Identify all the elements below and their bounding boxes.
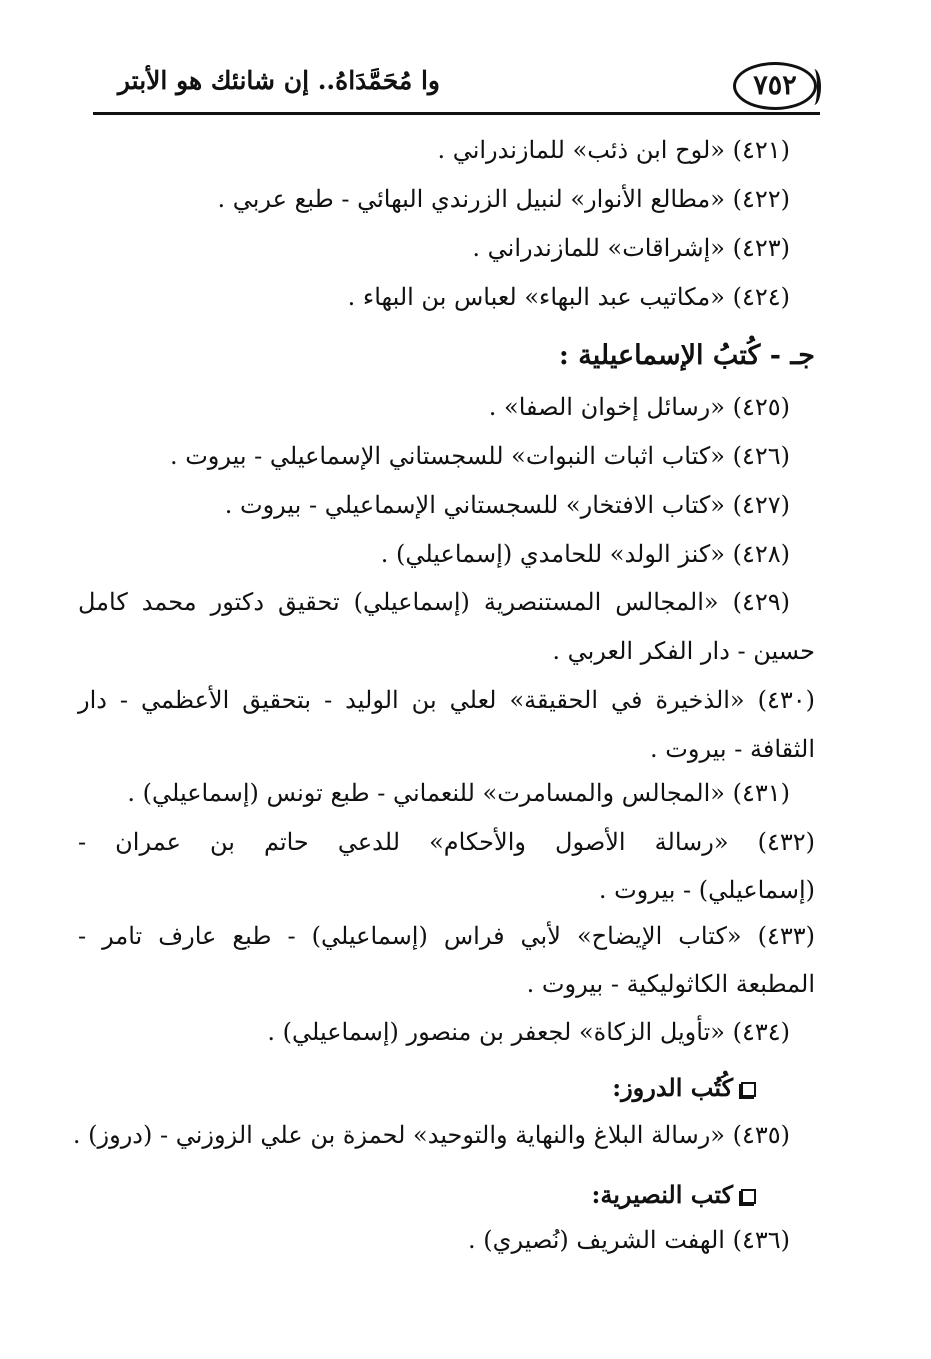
section-heading-ismaili: جـ - كُتبُ الإسماعيلية : bbox=[558, 340, 815, 371]
entry-434: (٤٣٤) «تأويل الزكاة» لجعفر بن منصور (إسماعيلي) . bbox=[267, 1018, 790, 1046]
entry-421: (٤٢١) «لوح ابن ذئب» للمازندراني . bbox=[437, 136, 790, 164]
entry-423: (٤٢٣) «إشراقات» للمازندراني . bbox=[472, 234, 790, 262]
entry-429-line-1: (٤٢٩) «المجالس المستنصرية (إسماعيلي) تحقيق دكتور محمد كامل bbox=[78, 588, 790, 616]
entry-422: (٤٢٢) «مطالع الأنوار» لنبيل الزرندي البهائي - طبع عربي . bbox=[217, 185, 790, 213]
druze-heading-text: كُتُب الدروز: bbox=[612, 1073, 733, 1102]
entry-431: (٤٣١) «المجالس والمسامرت» للنعماني - طبع تونس (إسماعيلي) . bbox=[127, 779, 790, 807]
entry-424: (٤٢٤) «مكاتيب عبد البهاء» لعباس بن البهاء . bbox=[347, 283, 790, 311]
entry-433-line-2: المطبعة الكاثوليكية - بيروت . bbox=[526, 970, 815, 998]
header-rule bbox=[93, 112, 820, 115]
section-heading-nusayri bbox=[591, 1180, 756, 1209]
entry-425: (٤٢٥) «رسائل إخوان الصفا» . bbox=[488, 393, 790, 421]
entry-430-line-1: (٤٣٠) «الذخيرة في الحقيقة» لعلي بن الوليد - بتحقيق الأعظمي - دار bbox=[78, 686, 815, 714]
entry-430-line-2: الثقافة - بيروت . bbox=[650, 735, 815, 763]
entry-432-line-2: (إسماعيلي) - بيروت . bbox=[598, 876, 815, 904]
entry-433-line-1: (٤٣٣) «كتاب الإيضاح» لأبي فراس (إسماعيلي) - طبع عارف تامر - bbox=[78, 922, 815, 950]
entry-429-line-2: حسين - دار الفكر العربي . bbox=[552, 637, 815, 665]
checkbox-square-icon bbox=[741, 1189, 756, 1204]
entry-428: (٤٢٨) «كنز الولد» للحامدي (إسماعيلي) . bbox=[380, 540, 790, 568]
entry-427: (٤٢٧) «كتاب الافتخار» للسجستاني الإسماعيلي - بيروت . bbox=[224, 491, 790, 519]
entry-435: (٤٣٥) «رسالة البلاغ والنهاية والتوحيد» لحمزة بن علي الزوزني - (دروز) . bbox=[72, 1121, 790, 1149]
entry-432-line-1: (٤٣٢) «رسالة الأصول والأحكام» للدعي حاتم بن عمران - bbox=[78, 828, 815, 856]
page-number: ٧٥٢ bbox=[733, 62, 817, 110]
running-title: وا مُحَمَّدَاهُ.. إن شانئك هو الأبتر bbox=[117, 66, 440, 95]
entry-426: (٤٢٦) «كتاب اثبات النبوات» للسجستاني الإسماعيلي - بيروت . bbox=[169, 442, 790, 470]
entry-436: (٤٣٦) الهفت الشريف (نُصيري) . bbox=[468, 1226, 790, 1254]
section-heading-druze bbox=[612, 1073, 756, 1102]
nusayri-heading-text: كتب النصيرية: bbox=[591, 1180, 733, 1209]
checkbox-square-icon bbox=[741, 1082, 756, 1097]
